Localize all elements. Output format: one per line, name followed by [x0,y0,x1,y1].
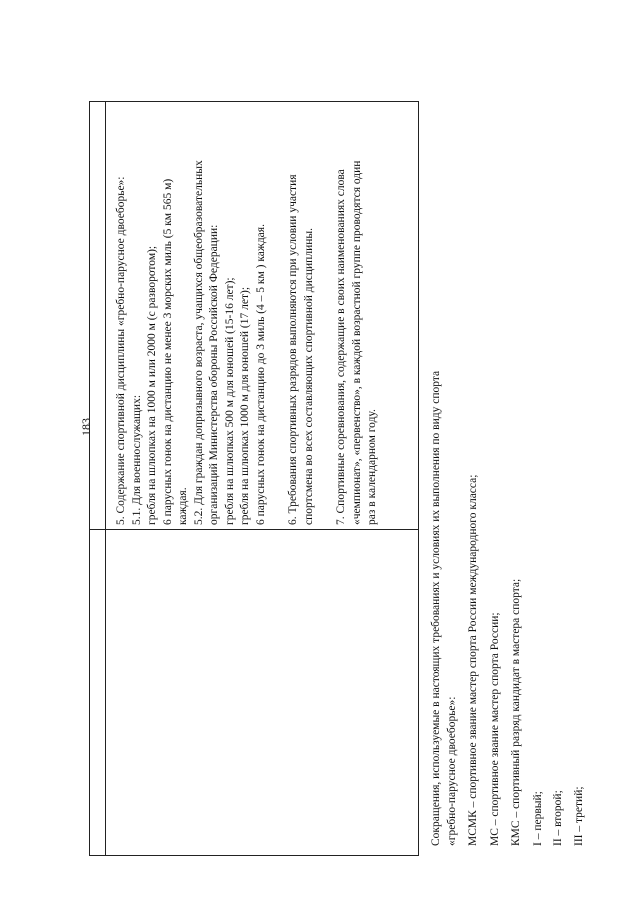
abbreviation-item: КМС – спортивный разряд кандидат в мастера спорта; [510,578,522,846]
cell-line: 5.2. Для граждан допризывного возраста, учащихся общеобразовательных [192,160,205,525]
table-column-divider [90,529,418,530]
rotated-page [27,91,612,876]
paragraph-gap [269,108,286,525]
notes-intro-line: Сокращения, используемые в настоящих требованиях и условиях их выполнения по виду спорта [430,370,442,846]
cell-line: спортсмена во всех составляющих спортивной дисциплины. [302,228,315,525]
cell-line: раз в календарном году. [366,409,378,525]
page-number: 183 [79,418,93,436]
cell-line: гребля на шлюпках 500 м для юношей (15-16 лет); [223,277,236,525]
cell-line: гребля на шлюпках на 1000 м или 2000 м (с разворотом); [146,245,158,525]
notes-intro [429,106,460,846]
table-right-cell [114,108,412,525]
abbreviation-item: МСМК – спортивное звание мастер спорта России международного класса; [467,474,479,846]
cell-line: «чемпионат», «первенство», в каждой возрастной группе проводятся один [350,160,363,525]
abbreviation-item: II – второй; [552,790,564,846]
cell-line: организаций Министерства обороны Российской Федерации: [208,224,220,525]
requirements-table [89,101,419,856]
table-header-divider [105,102,106,855]
cell-line: 6 парусных гонок на дистанцию не менее 3 морских миль (5 км 565 м) [161,178,174,525]
cell-line: каждая. [177,487,189,525]
abbreviations-notes [429,106,592,846]
cell-line: 6. Требования спортивных разрядов выполняются при условии участия [287,174,299,525]
cell-line: 7. Спортивные соревнования, содержащие в своих наименованиях слова [335,169,347,525]
cell-line: гребля на шлюпках 1000 м для юношей (17 лет); [239,286,251,525]
notes-intro-line: «гребно-парусное двоеборье»: [445,696,458,846]
cell-line: 5. Содержание спортивной дисциплины «гребно-парусное двоеборье»: [115,176,127,525]
cell-line: 5.1. Для военнослужащих: [130,394,143,525]
abbreviation-item: III – третий; [572,786,585,846]
abbreviation-item: I – первый; [531,791,544,846]
cell-line: 6 парусных гонок на дистанцию до 3 миль (4 – 5 км ) каждая. [254,224,267,525]
abbreviation-item: МС – спортивное звание мастер спорта России; [488,612,501,846]
paragraph-gap [317,108,334,525]
